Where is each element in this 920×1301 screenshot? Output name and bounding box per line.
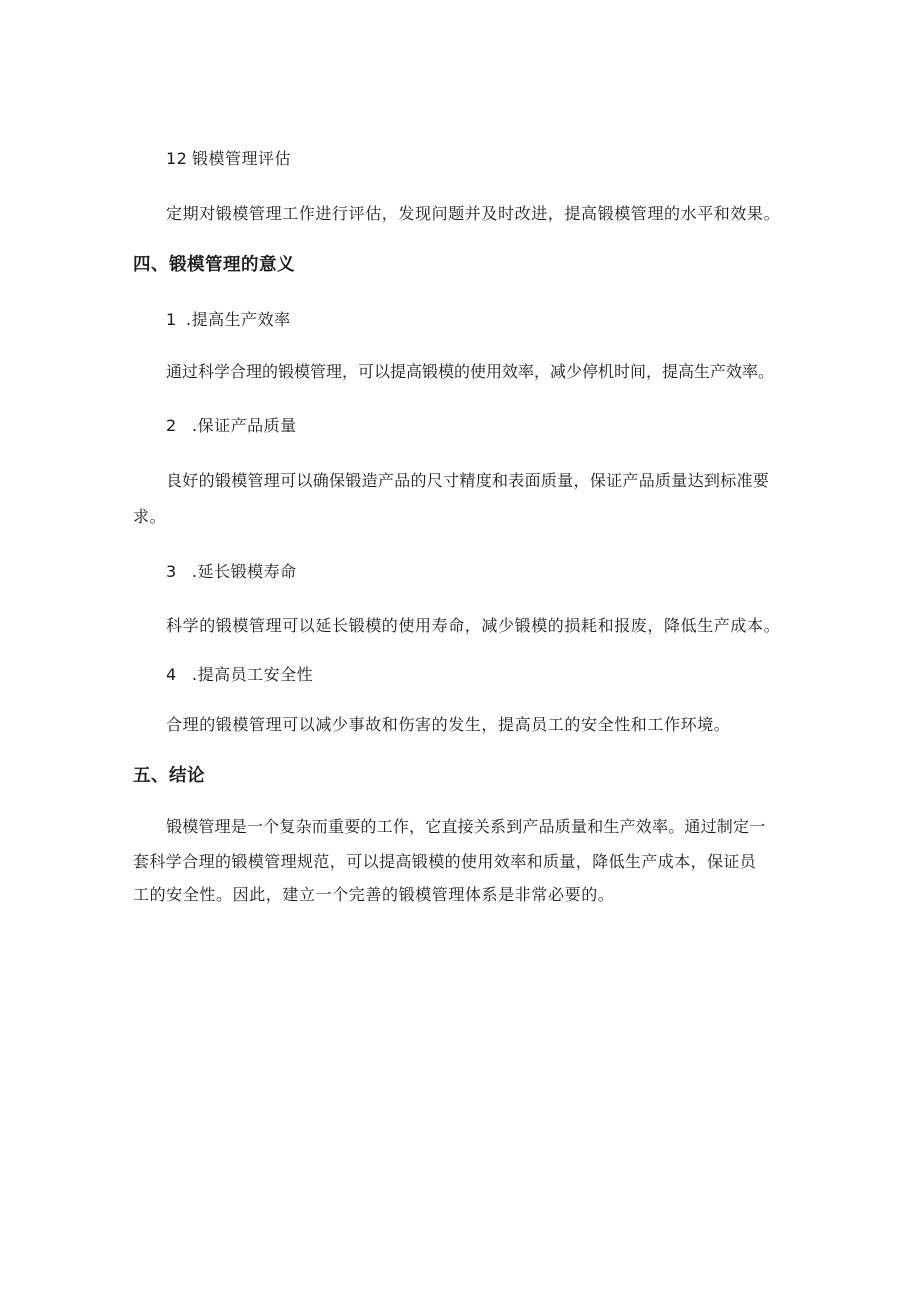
item-number: 12 <box>166 149 188 168</box>
item-number: 1 <box>166 310 177 329</box>
item-12-heading <box>166 148 291 170</box>
section-5-heading: 五、结论 <box>133 766 205 786</box>
item-12-body: 定期对锻模管理工作进行评估，发现问题并及时改进，提高锻模管理的水平和效果。 <box>166 204 781 223</box>
item-3-body-line-1: 科学的锻模管理可以延长锻模的使用寿命，减少锻模的损耗和报废，降低生产成本。 <box>166 616 781 635</box>
conclusion-line-1: 锻模管理是一个复杂而重要的工作，它直接关系到产品质量和生产效率。通过制定一 <box>166 817 766 836</box>
conclusion-line-2: 套科学合理的锻模管理规范，可以提高锻模的使用效率和质量，降低生产成本，保证员 <box>133 852 757 871</box>
section-4-heading: 四、锻模管理的意义 <box>133 255 295 275</box>
item-2-body-line-1: 良好的锻模管理可以确保锻造产品的尺寸精度和表面质量，保证产品质量达到标准要 <box>166 471 770 490</box>
item-title: .提高生产效率 <box>186 310 291 329</box>
item-4-heading <box>166 664 313 686</box>
item-number: 2 <box>166 416 177 435</box>
item-2-body-line-2: 求。 <box>133 507 167 526</box>
item-3-heading <box>166 561 297 583</box>
item-2-heading <box>166 415 297 437</box>
item-1-body-line-1: 通过科学合理的锻模管理，可以提高锻模的使用效率，减少停机时间，提高生产效率。 <box>166 362 775 381</box>
item-4-body-line-1: 合理的锻模管理可以减少事故和伤害的发生，提高员工的安全性和工作环境。 <box>166 715 731 734</box>
item-title: .保证产品质量 <box>192 416 297 435</box>
item-title: .延长锻模寿命 <box>192 562 297 581</box>
item-title: .提高员工安全性 <box>192 665 314 684</box>
conclusion-line-3: 工的安全性。因此，建立一个完善的锻模管理体系是非常必要的。 <box>133 885 615 904</box>
item-title: 锻模管理评估 <box>192 149 292 168</box>
item-number: 4 <box>166 665 177 684</box>
item-1-heading <box>166 309 291 331</box>
item-number: 3 <box>166 562 177 581</box>
